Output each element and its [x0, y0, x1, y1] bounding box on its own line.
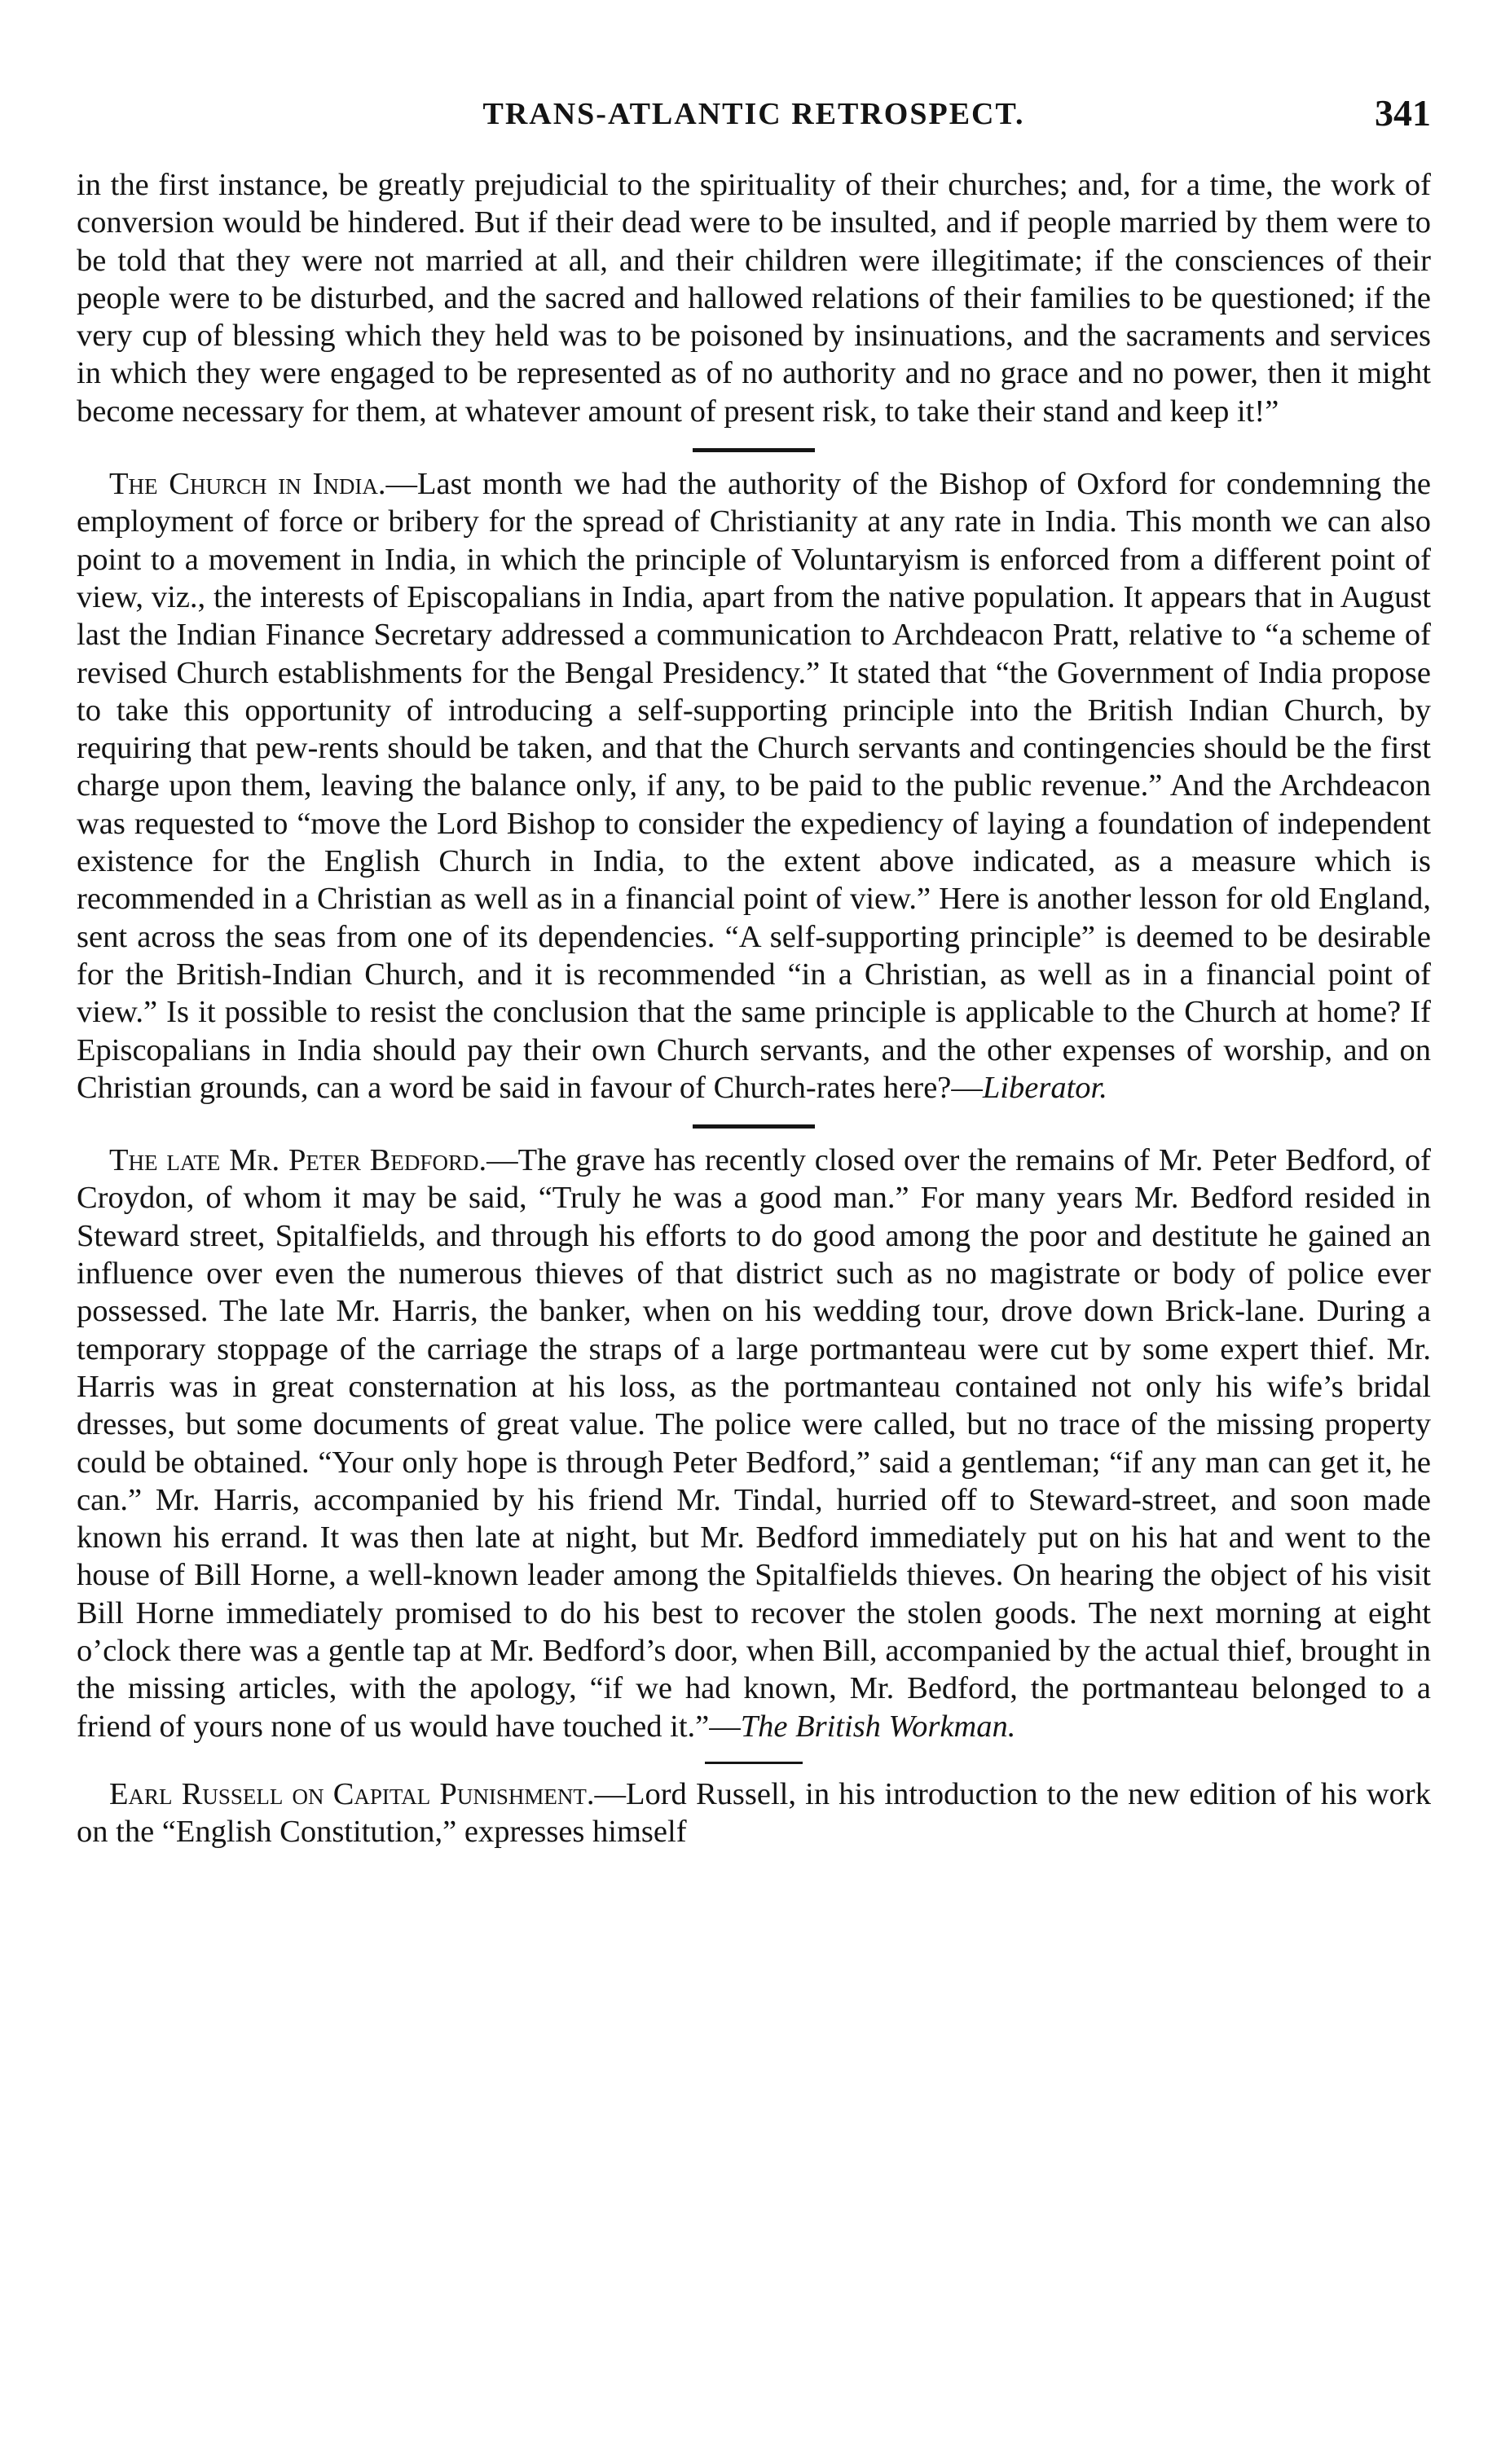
- peter-bedford-heading: The late Mr. Peter Bedford.: [109, 1143, 487, 1178]
- church-in-india-source: Liberator.: [982, 1070, 1107, 1105]
- page-number: 341: [1375, 92, 1431, 134]
- peter-bedford-source: The British Workman.: [740, 1709, 1016, 1744]
- earl-russell-paragraph: [77, 1775, 1431, 1851]
- section-divider: [693, 1124, 815, 1129]
- continuation-paragraph: in the first instance, be greatly prejudicial to the spirituality of their churches; and, for a time, the work of conversion would be hindered. But if their dead were to be insulted, and if people married by them were to be told that they were not married at all, and their children were illegitimate; if the consciences of their people were to be disturbed, and the sacred and hallowed relations of their families to be questioned; if the very cup of blessing which they held was to be poisoned by insinuations, and the sacraments and services in which they were engaged to be represented as of no authority and no grace and no power, then it might become necessary for them, at whatever amount of present risk, to take their stand and keep it!”: [77, 168, 1431, 429]
- section-divider: [693, 448, 815, 452]
- page: [77, 92, 1432, 1850]
- earl-russell-body: —Lord Russell, in his introduction to the new edition of his work on the “English Constitution,” expresses himself: [77, 1776, 1431, 1850]
- church-in-india-paragraph: [77, 465, 1431, 1107]
- peter-bedford-body: —The grave has recently closed over the remains of Mr. Peter Bedford, of Croydon, of whom it may be said, “Truly he was a good man.” For many years Mr. Bedford resided in Steward street, Spitalfields, and through his efforts to do good among the poor and destitute he gained an influence over even the numerous thieves of that district such as no magistrate or body of police ever possessed. The late Mr. Harris, the banker, when on his wedding tour, drove down Brick-lane. During a temporary stoppage of the carriage the straps of a large portmanteau were cut by some expert thief. Mr. Harris was in great consternation at his loss, as the portmanteau contained not only his wife’s bridal dresses, but some documents of great value. The police were called, but no trace of the missing property could be obtained. “Your only hope is through Peter Bedford,” said a gentleman; “if any man can get it, he can.” Mr. Harris, accompanied by his friend Mr. Tindal, hurried off to Steward-street, and soon made known his errand. It was then late at night, but Mr. Bedford immediately put on his hat and went to the house of Bill Horne, a well-known leader among the Spitalfields thieves. On hearing the object of his visit Bill Horne immediately promised to do his best to recover the stolen goods. The next morning at eight o’clock there was a gentle tap at Mr. Bedford’s door, when Bill, accompanied by the actual thief, brought in the missing articles, with the apology, “if we had known, Mr. Bedford, the portmanteau belonged to a friend of yours none of us would have touched it.”—: [77, 1143, 1431, 1744]
- church-in-india-body: —Last month we had the authority of the Bishop of Oxford for condemning the employment of force or bribery for the spread of Christianity at any rate in India. This month we can also point to a movement in India, in which the principle of Voluntaryism is enforced from a different point of view, viz., the interests of Episcopalians in India, apart from the native population. It appears that in August last the Indian Finance Secretary addressed a communication to Archdeacon Pratt, relative to “a scheme of revised Church establishments for the Bengal Presidency.” It stated that “the Government of India propose to take this opportunity of introducing a self-supporting principle into the British Indian Church, by requiring that pew-rents should be taken, and that the Church servants and contingencies should be the first charge upon them, leaving the balance only, if any, to be paid to the public revenue.” And the Archdeacon was requested to “move the Lord Bishop to consider the expediency of laying a foundation of independent existence for the English Church in India, to the extent above indicated, as a measure which is recommended in a Christian as well as in a financial point of view.” Here is another lesson for old England, sent across the seas from one of its dependencies. “A self-supporting principle” is deemed to be desirable for the British-Indian Church, and it is recommended “in a Christian, as well as in a financial point of view.” Is it possible to resist the conclusion that the same principle is applicable to the Church at home? If Episcopalians in India should pay their own Church servants, and the other expenses of worship, and on Christian grounds, can a word be said in favour of Church-rates here?—: [77, 467, 1432, 1105]
- running-header: [77, 92, 1431, 145]
- church-in-india-heading: The Church in India.: [109, 467, 386, 502]
- section-divider: [705, 1762, 803, 1764]
- earl-russell-heading: Earl Russell on Capital Punishment.: [109, 1776, 595, 1811]
- running-title: TRANS-ATLANTIC RETROSPECT.: [482, 97, 1025, 131]
- peter-bedford-paragraph: [77, 1142, 1431, 1745]
